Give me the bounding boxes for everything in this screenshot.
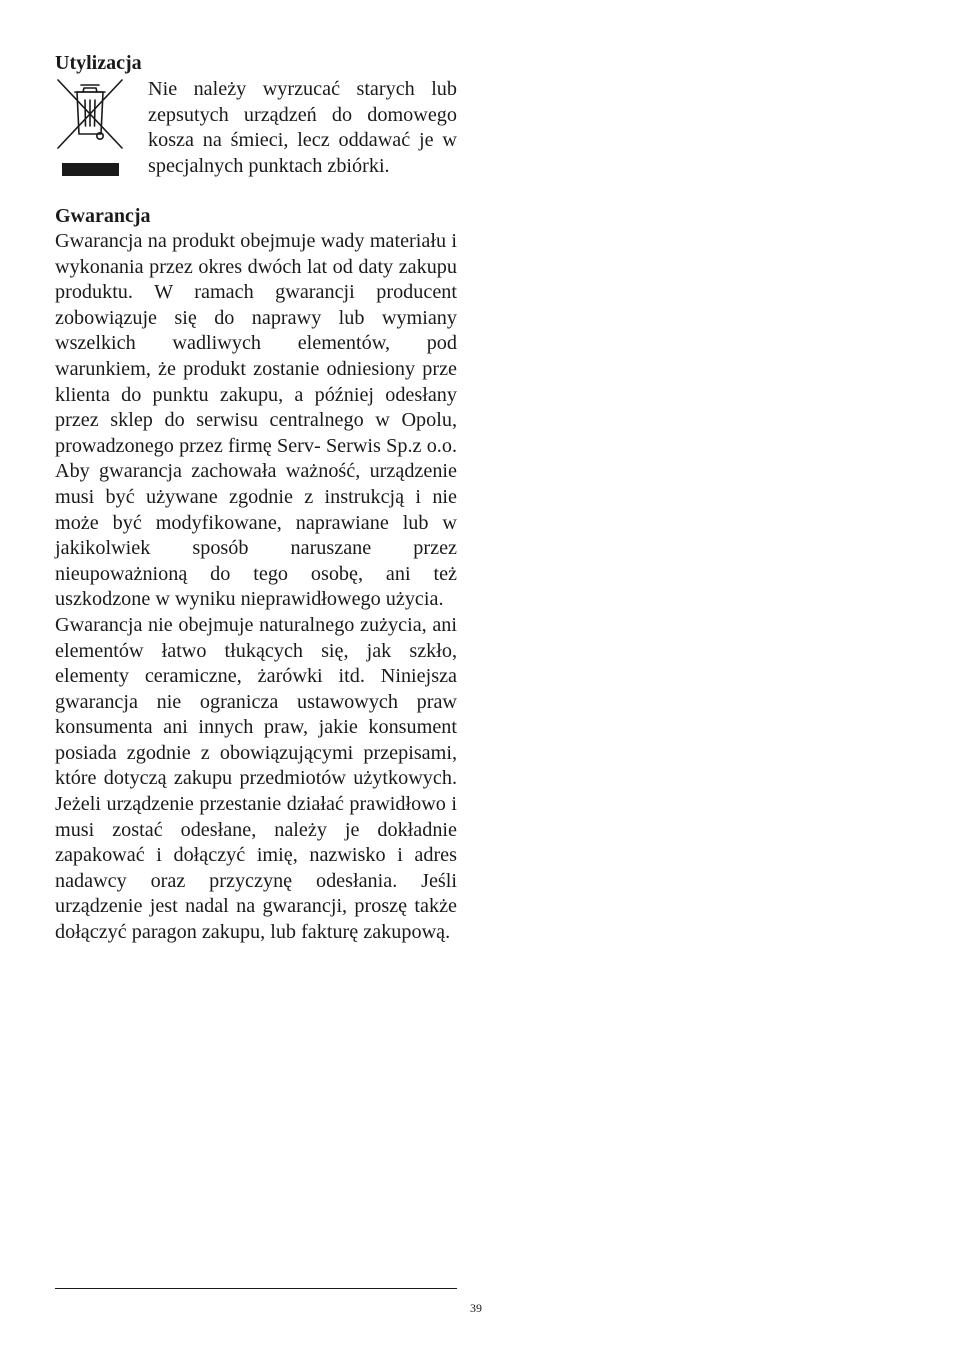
disposal-heading: Utylizacja <box>55 52 142 74</box>
warranty-section <box>55 204 457 946</box>
disposal-section <box>55 51 457 180</box>
warranty-paragraph: Gwarancja na produkt obejmuje wady materiału i wykonania przez okres dwóch lat od daty zakupu produktu. W ramach gwarancji producent zobowiązuje się do naprawy lub wymiany wszelkich wadliwych elementów, pod warunkiem, że produkt zostanie odniesiony prze klienta do punktu zakupu, a później odesłany przez sklep do serwisu centralnego w Opolu, prowadzonego przez firmę Serv- Serwis Sp.z o.o. Aby gwarancja zachowała ważność, urządzenie musi być używane zgodnie z instrukcją i nie może być modyfikowane, naprawiane lub w jakikolwiek sposób naruszane przez nieupoważnioną do tego osobę, ani też uszkodzone w wyniku nieprawidłowego użycia. <box>55 230 457 611</box>
disposal-text: Nie należy wyrzucać starych lub zepsutych urządzeń do domowego kosza na śmieci, lecz oddawać je w specjalnych punktach zbiórki. <box>148 78 457 177</box>
crossed-out-wheelie-bin-icon <box>55 76 148 180</box>
warranty-paragraph: Gwarancja nie obejmuje naturalnego zużycia, ani elementów łatwo tłukących się, jak szkło, elementy ceramiczne, żarówki itd. Niniejsza gwarancja nie ogranicza ustawowych praw konsumenta ani innych praw, jakie konsument posiada zgodnie z obowiązującymi przepisami, które dotyczą zakupu przedmiotów użytkowych. Jeżeli urządzenie przestanie działać prawidłowo i musi zostać odesłane, należy je dokładnie zapakować i dołączyć imię, nazwisko i adres nadawcy oraz przyczynę odesłania. Jeśli urządzenie jest nadal na gwarancji, proszę także dołączyć paragon zakupu, lub fakturę zakupową. <box>55 613 457 944</box>
page-number: 39 <box>470 1301 482 1315</box>
footer-divider <box>55 1288 457 1289</box>
warranty-heading: Gwarancja <box>55 205 151 227</box>
